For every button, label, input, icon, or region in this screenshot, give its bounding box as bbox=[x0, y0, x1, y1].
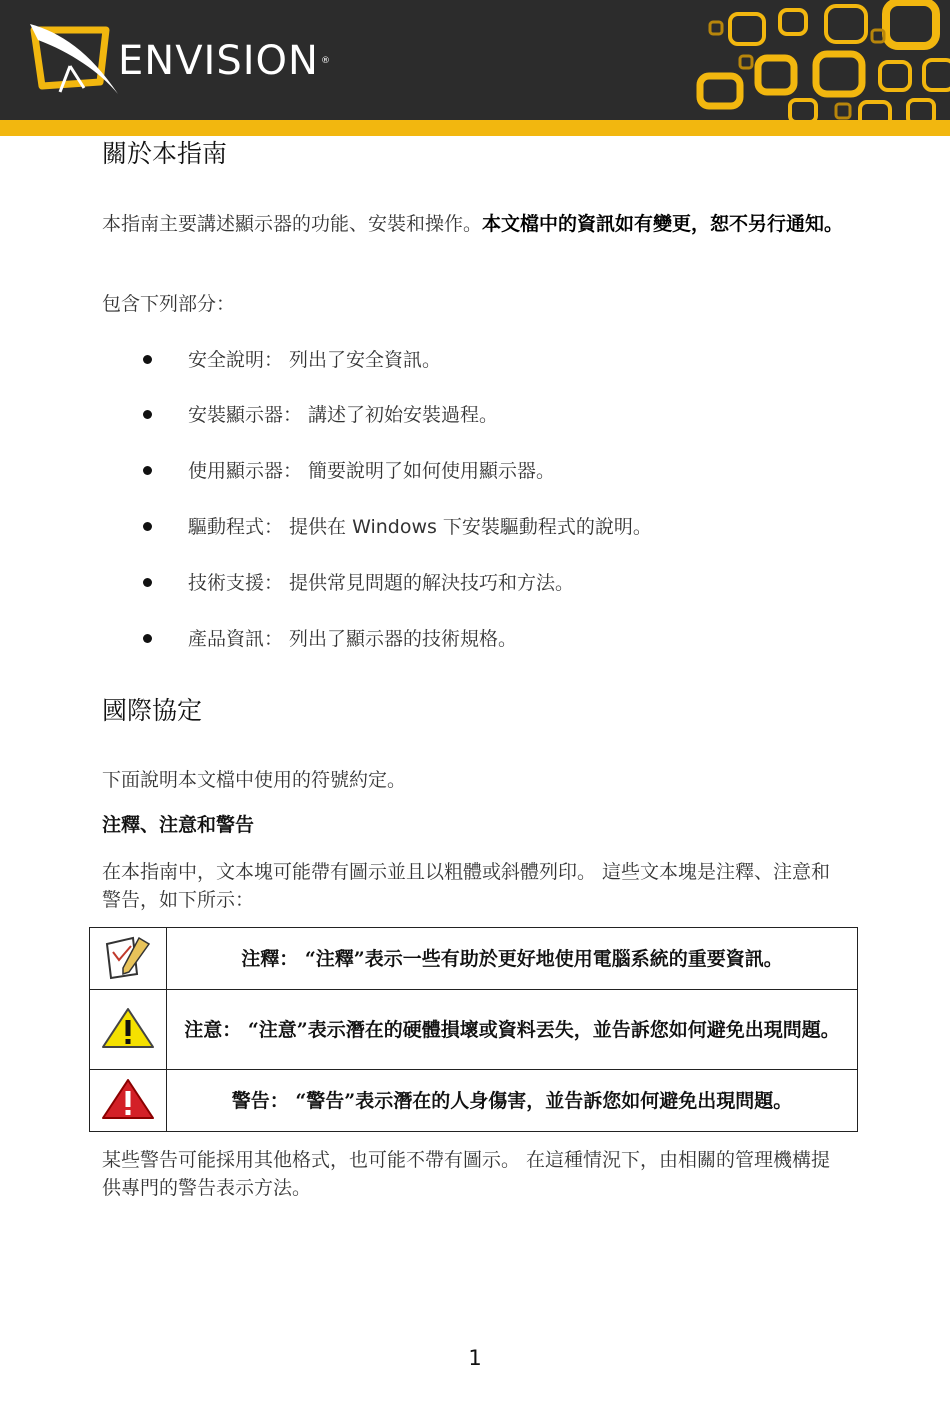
table-row bbox=[90, 1070, 858, 1132]
section-title-about: 關於本指南 bbox=[102, 139, 228, 168]
list-item: 安全說明： 列出了安全資訊。 bbox=[188, 346, 868, 374]
table-row bbox=[90, 990, 858, 1070]
bullet-icon bbox=[143, 410, 152, 419]
intro-paragraph: 本指南主要講述顯示器的功能、安裝和操作。本文檔中的資訊如有變更，恕不另行通知。 bbox=[102, 213, 844, 235]
list-item: 驅動程式： 提供在 Windows 下安裝驅動程式的說明。 bbox=[188, 513, 868, 541]
conventions-intro: 下面說明本文檔中使用的符號約定。 bbox=[102, 769, 407, 791]
section-title-conventions: 國際協定 bbox=[102, 696, 203, 725]
note-pencil-icon bbox=[103, 934, 153, 980]
list-item: 安裝顯示器： 講述了初始安裝過程。 bbox=[188, 401, 868, 429]
list-item: 使用顯示器： 簡要說明了如何使用顯示器。 bbox=[188, 457, 868, 485]
warning-text: 警告： “警告”表示潛在的人身傷害，並告訴您如何避免出現問題。 bbox=[167, 1070, 858, 1132]
page-header bbox=[0, 0, 950, 120]
bullet-icon bbox=[143, 355, 152, 364]
caution-text: 注意： “注意”表示潛在的硬體損壞或資料丟失，並告訴您如何避免出現問題。 bbox=[167, 990, 858, 1070]
footer-note: 某些警告可能採用其他格式，也可能不帶有圖示。 在這種情況下，由相關的管理機構提供專門的警告表示方法。 bbox=[102, 1149, 831, 1199]
envision-logo-icon bbox=[30, 22, 130, 100]
list-item: 產品資訊： 列出了顯示器的技術規格。 bbox=[188, 625, 868, 653]
table-row bbox=[90, 928, 858, 990]
bullet-icon bbox=[143, 578, 152, 587]
brand-name: ENVISION ® bbox=[118, 38, 331, 84]
notices-table bbox=[89, 927, 858, 1132]
caution-triangle-icon bbox=[101, 1006, 155, 1050]
contains-label: 包含下列部分： bbox=[102, 293, 236, 315]
notices-subtitle: 注釋、注意和警告 bbox=[102, 814, 255, 836]
bullet-icon bbox=[143, 466, 152, 475]
header-accent-bar bbox=[0, 120, 950, 136]
page-number: 1 bbox=[468, 1346, 482, 1370]
notices-description: 在本指南中，文本塊可能帶有圖示並且以粗體或斜體列印。 這些文本塊是注釋、注意和警告，如下所示： bbox=[102, 861, 831, 911]
note-text: 注釋： “注釋”表示一些有助於更好地使用電腦系統的重要資訊。 bbox=[167, 928, 858, 990]
decorative-pattern bbox=[640, 0, 950, 120]
bullet-icon bbox=[143, 522, 152, 531]
list-item: 技術支援： 提供常見問題的解決技巧和方法。 bbox=[188, 569, 868, 597]
warning-triangle-icon bbox=[101, 1077, 155, 1121]
bullet-icon bbox=[143, 634, 152, 643]
